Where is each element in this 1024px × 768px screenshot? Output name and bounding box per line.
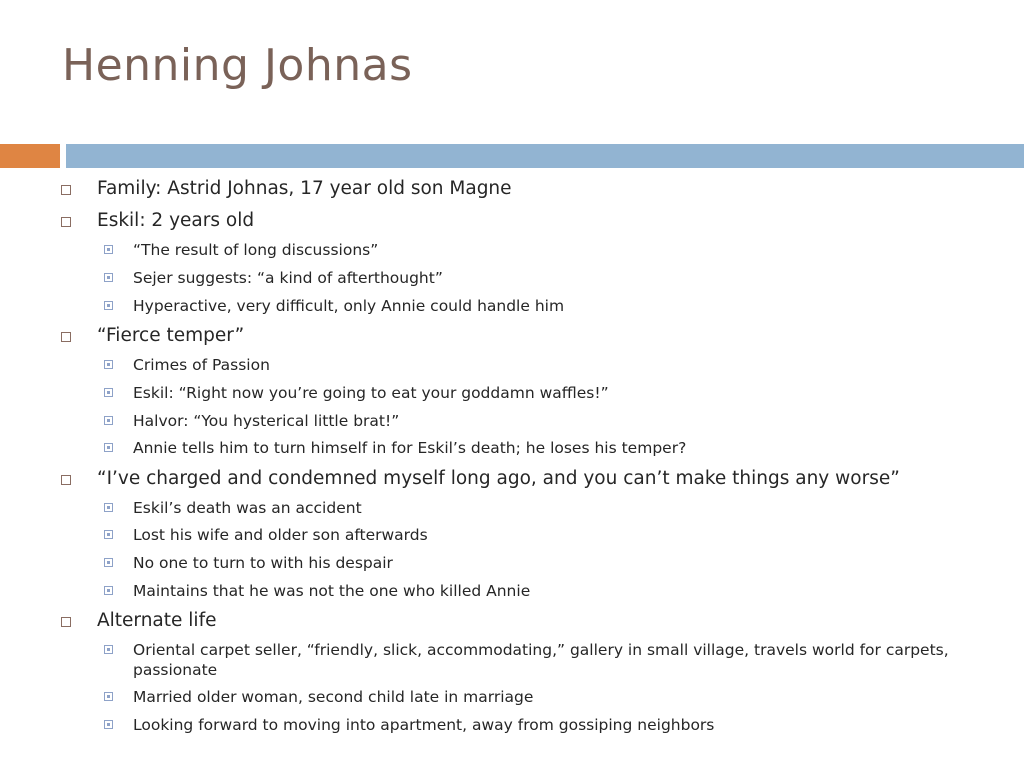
bullet-fierce-temper: “Fierce temper” [97, 325, 245, 346]
slide-title: Henning Johnas [62, 40, 413, 91]
bullet-eskil: Eskil: 2 years old [97, 210, 255, 231]
bullet-family: Family: Astrid Johnas, 17 year old son Magne [97, 178, 512, 199]
sub-bullet: Married older woman, second child late in marriage [133, 687, 978, 707]
sub-bullet: No one to turn to with his despair [133, 553, 978, 573]
sub-bullet: Eskil’s death was an accident [133, 498, 978, 518]
sub-bullet: Looking forward to moving into apartment, away from gossiping neighbors [133, 715, 978, 735]
accent-bar-orange [0, 144, 60, 168]
sub-bullet: Hyperactive, very difficult, only Annie could handle him [133, 296, 978, 316]
sub-bullet: Maintains that he was not the one who killed Annie [133, 581, 978, 601]
sub-bullet: Oriental carpet seller, “friendly, slick, accommodating,” gallery in small village, travels world for carpets, passionate [133, 640, 978, 680]
accent-bar-blue [66, 144, 1024, 168]
sub-bullet: “The result of long discussions” [133, 240, 978, 260]
bullet-charged-quote: “I’ve charged and condemned myself long ago, and you can’t make things any worse” [97, 468, 900, 489]
sub-bullet: Halvor: “You hysterical little brat!” [133, 411, 978, 431]
sub-bullet: Annie tells him to turn himself in for Eskil’s death; he loses his temper? [133, 438, 978, 458]
bullet-alternate-life: Alternate life [97, 610, 217, 631]
sub-bullet: Sejer suggests: “a kind of afterthought” [133, 268, 978, 288]
sub-bullet: Lost his wife and older son afterwards [133, 525, 978, 545]
sub-bullet: Eskil: “Right now you’re going to eat your goddamn waffles!” [133, 383, 978, 403]
sub-bullet: Crimes of Passion [133, 355, 978, 375]
